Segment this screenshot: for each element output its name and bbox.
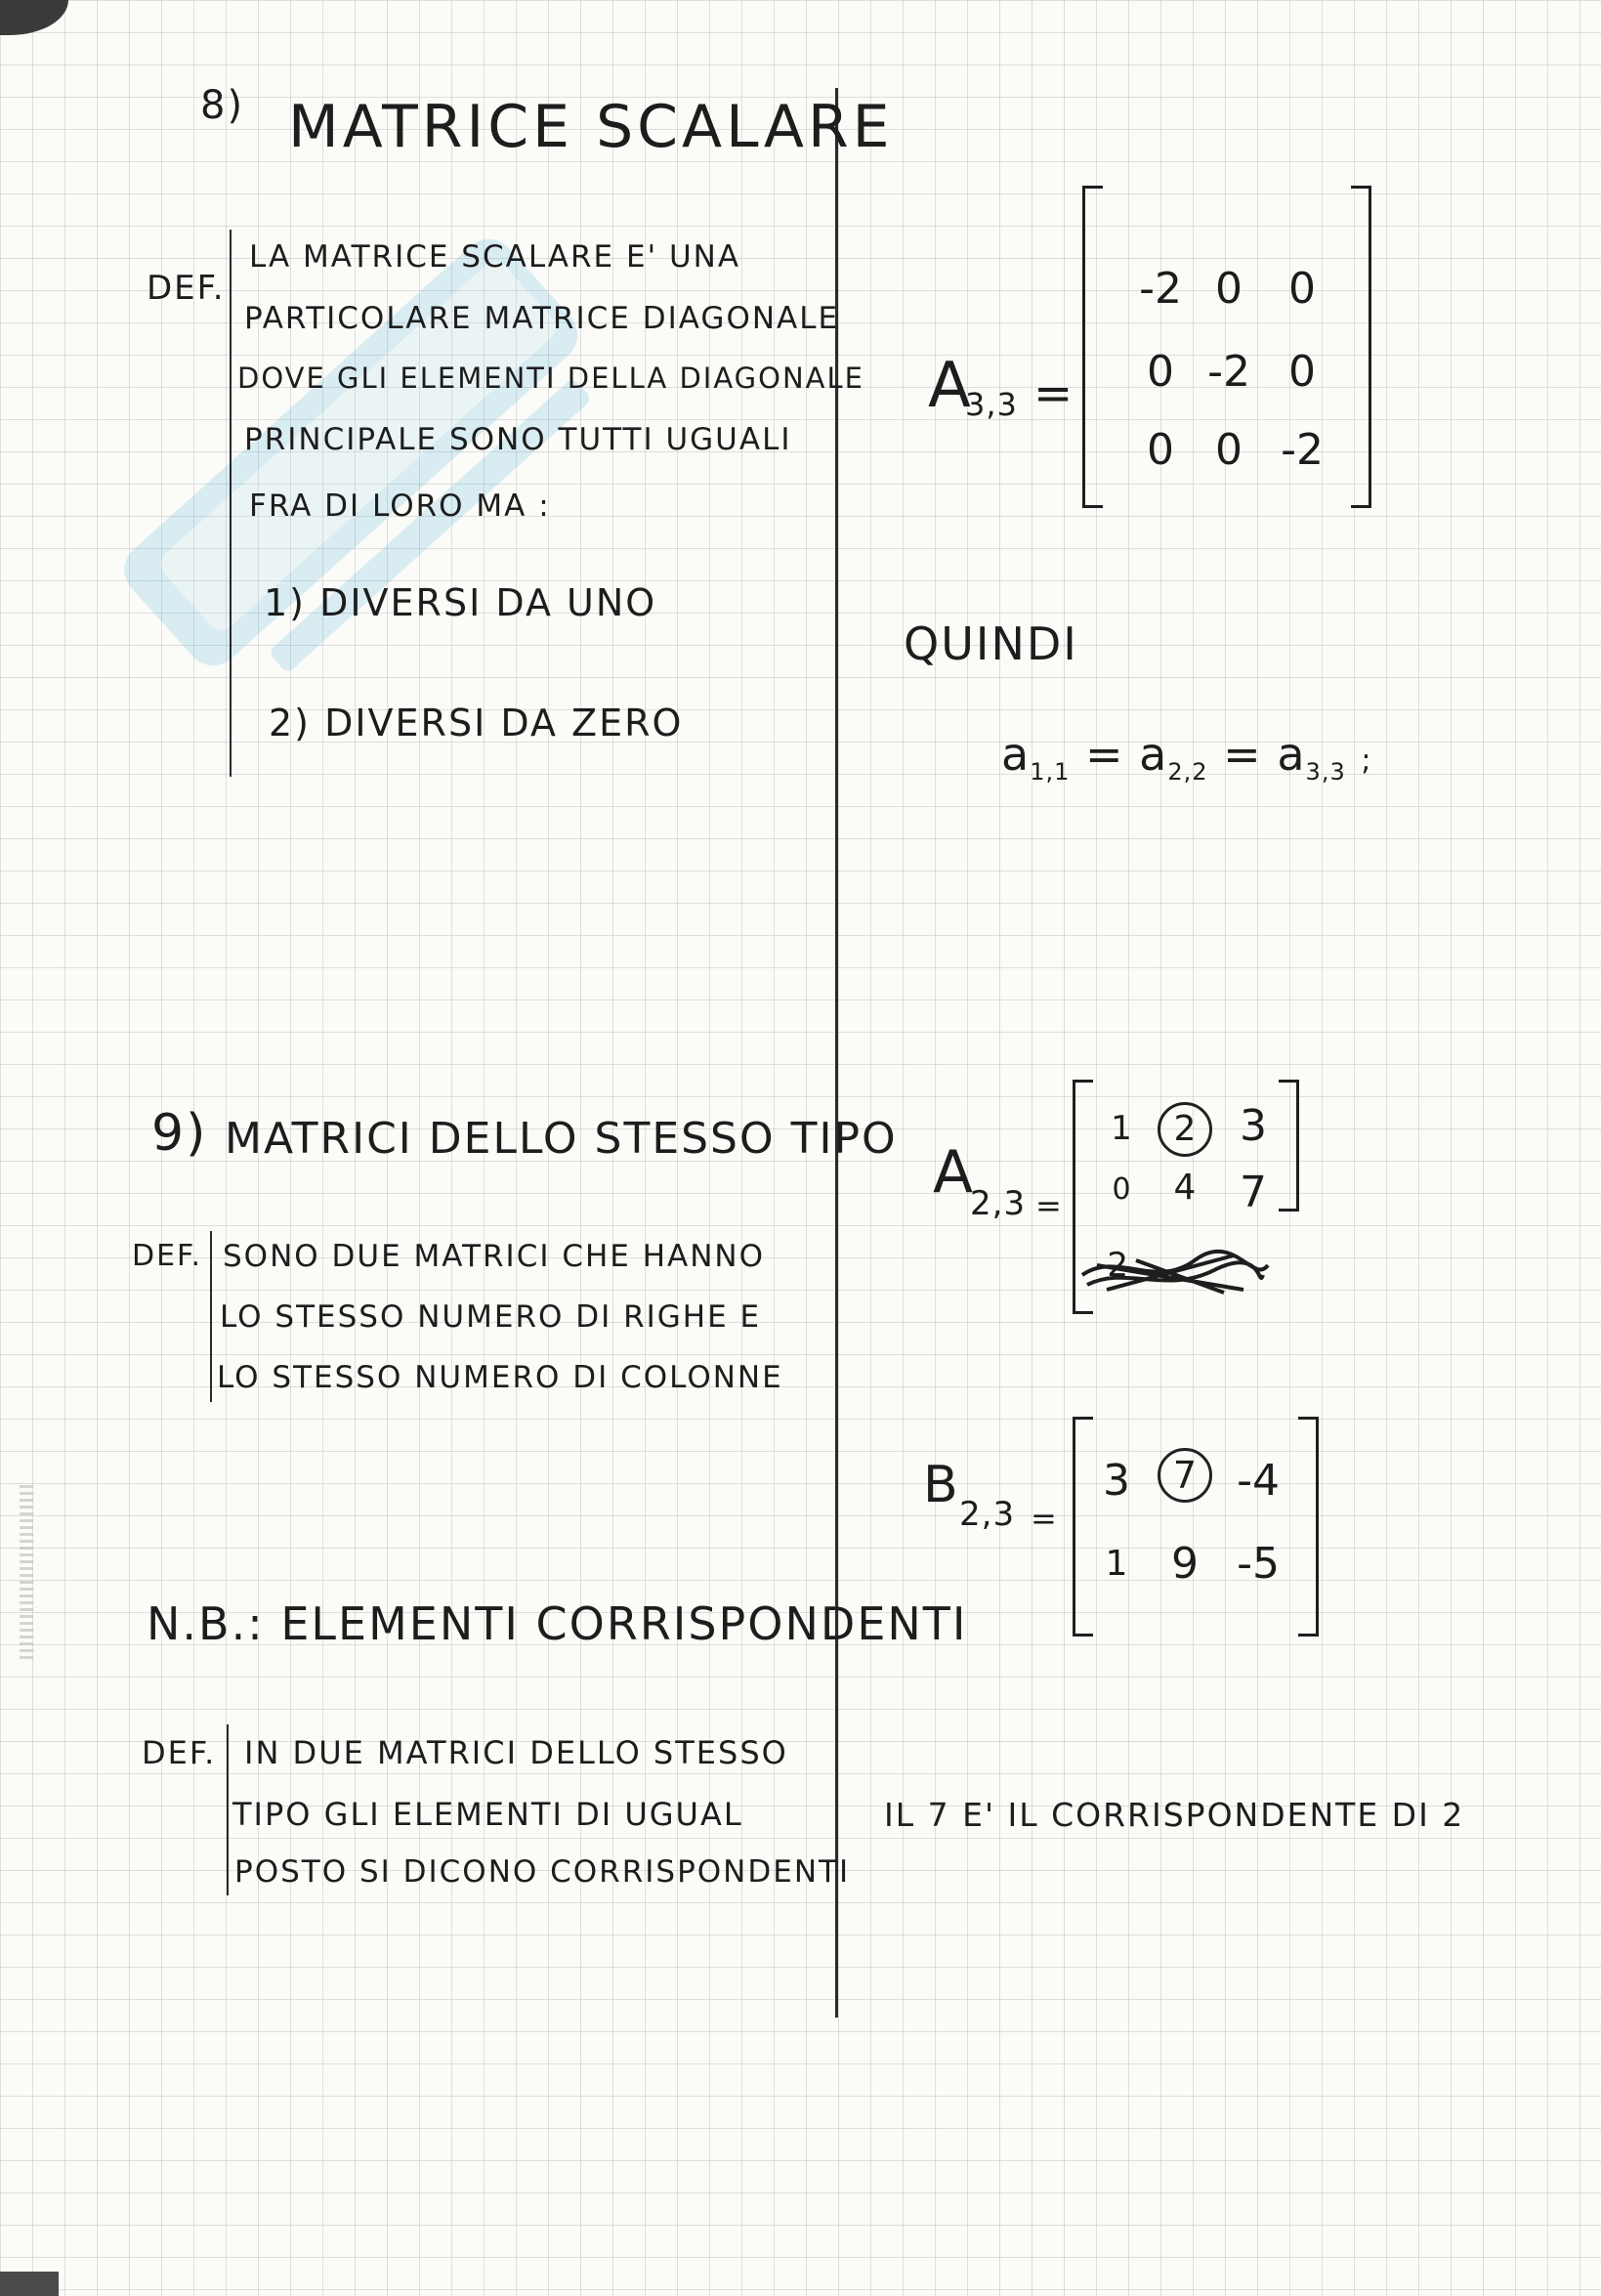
matrix-a23-cell-2-3: 7 bbox=[1240, 1168, 1267, 1217]
scan-corner-shadow bbox=[0, 0, 68, 35]
matrix-b23-circled-7: 7 bbox=[1158, 1448, 1212, 1503]
matrix-a23-scribble bbox=[1077, 1246, 1273, 1299]
scan-corner-shadow-bottom bbox=[0, 2272, 59, 2296]
matrix-b23-cell-2-2: 9 bbox=[1171, 1539, 1199, 1589]
matrix-b23-cell-2-1: 1 bbox=[1105, 1544, 1128, 1584]
matrix-a33-right-bracket bbox=[1351, 186, 1371, 508]
section-8-def-line-5: FRA DI LORO MA : bbox=[249, 489, 551, 524]
matrix-a33-cell-2-1: 0 bbox=[1147, 347, 1174, 397]
matrix-a23-circled-2: 2 bbox=[1158, 1102, 1212, 1157]
formula-sub-11: 1,1 bbox=[1030, 758, 1071, 787]
quindi-formula bbox=[1001, 728, 1371, 786]
matrix-a33-cell-3-1: 0 bbox=[1147, 425, 1174, 475]
section-9-def-label: DEF. bbox=[132, 1239, 203, 1273]
nb-def-bar bbox=[227, 1724, 229, 1895]
section-8-def-bar bbox=[230, 230, 232, 777]
matrix-a23-cell-1-1: 1 bbox=[1111, 1109, 1132, 1148]
nb-title: N.B.: ELEMENTI CORRISPONDENTI bbox=[147, 1597, 968, 1650]
section-9-def-line-1: SONO DUE MATRICI CHE HANNO bbox=[223, 1239, 766, 1274]
nb-def-line-2: TIPO GLI ELEMENTI DI UGUAL bbox=[232, 1796, 743, 1833]
formula-end: ; bbox=[1361, 744, 1372, 778]
formula-eq-2: = bbox=[1223, 728, 1262, 781]
matrix-a33-cell-3-2: 0 bbox=[1215, 425, 1243, 475]
nb-def-line-3: POSTO SI DICONO CORRISPONDENTI bbox=[234, 1854, 851, 1890]
formula-sub-22: 2,2 bbox=[1167, 758, 1208, 787]
condition-1: 1) DIVERSI DA UNO bbox=[264, 581, 657, 624]
nb-note: IL 7 E' IL CORRISPONDENTE DI 2 bbox=[884, 1796, 1465, 1834]
section-9-def-line-2: LO STESSO NUMERO DI RIGHE E bbox=[220, 1299, 762, 1335]
section-8-def-line-3: DOVE GLI ELEMENTI DELLA DIAGONALE bbox=[237, 361, 864, 395]
section-8-def-line-2: PARTICOLARE MATRICE DIAGONALE bbox=[244, 301, 840, 336]
formula-a33: a bbox=[1277, 728, 1306, 781]
quindi-word: QUINDI bbox=[904, 617, 1078, 670]
matrix-b23 bbox=[1073, 1417, 1319, 1637]
matrix-b23-cell-1-1: 3 bbox=[1103, 1456, 1130, 1506]
matrix-a33 bbox=[1082, 186, 1371, 508]
matrix-b23-subscript: 2,3 bbox=[959, 1495, 1016, 1534]
formula-eq-1: = bbox=[1085, 728, 1124, 781]
section-8-def-label: DEF. bbox=[147, 269, 226, 308]
section-8-def-line-4: PRINCIPALE SONO TUTTI UGUALI bbox=[244, 422, 792, 457]
matrix-b23-cell-1-2 bbox=[1146, 1448, 1224, 1503]
formula-a22: a bbox=[1139, 728, 1168, 781]
matrix-a33-cell-1-3: 0 bbox=[1288, 264, 1316, 314]
matrix-a33-subscript: 3,3 bbox=[965, 386, 1018, 423]
matrix-a33-cell-1-1: -2 bbox=[1139, 264, 1182, 314]
matrix-a33-cell-3-3: -2 bbox=[1281, 425, 1324, 475]
matrix-a23-cell-1-2 bbox=[1146, 1101, 1224, 1157]
formula-sub-33: 3,3 bbox=[1305, 758, 1346, 787]
section-9-title: MATRICI DELLO STESSO TIPO bbox=[225, 1114, 898, 1164]
matrix-b23-cell-2-3: -5 bbox=[1237, 1539, 1280, 1589]
matrix-a23-cell-2-1: 0 bbox=[1112, 1172, 1131, 1207]
formula-a11: a bbox=[1001, 728, 1031, 781]
matrix-b23-left-bracket bbox=[1073, 1417, 1093, 1637]
section-9-def-bar bbox=[210, 1231, 212, 1402]
condition-2: 2) DIVERSI DA ZERO bbox=[269, 702, 684, 744]
section-8-def-line-1: LA MATRICE SCALARE E' UNA bbox=[249, 239, 741, 275]
matrix-a33-cell-1-2: 0 bbox=[1215, 264, 1243, 314]
nb-def-line-1: IN DUE MATRICI DELLO STESSO bbox=[244, 1734, 788, 1771]
section-9-def-line-3: LO STESSO NUMERO DI COLONNE bbox=[217, 1360, 783, 1395]
matrix-b23-equals: = bbox=[1031, 1500, 1059, 1537]
matrix-a23 bbox=[1073, 1080, 1299, 1314]
matrix-a33-equals: = bbox=[1033, 366, 1075, 421]
matrix-a23-subscript: 2,3 bbox=[970, 1184, 1027, 1223]
matrix-a23-name: A bbox=[933, 1138, 976, 1207]
matrix-a33-cell-2-3: 0 bbox=[1288, 347, 1316, 397]
section-9-number: 9) bbox=[151, 1104, 208, 1163]
section-8-number: 8) bbox=[200, 83, 245, 128]
matrix-b23-name: B bbox=[923, 1456, 960, 1514]
matrix-a23-struck-value: -2 bbox=[1095, 1246, 1128, 1285]
matrix-a33-name: A bbox=[928, 350, 973, 422]
matrix-a33-cell-2-2: -2 bbox=[1207, 347, 1250, 397]
section-8-title: MATRICE SCALARE bbox=[288, 93, 894, 161]
matrix-b23-cell-1-3: -4 bbox=[1237, 1456, 1280, 1506]
matrix-a23-cell-1-3: 3 bbox=[1240, 1101, 1267, 1151]
matrix-a23-cell-2-2: 4 bbox=[1173, 1168, 1197, 1208]
nb-def-label: DEF. bbox=[142, 1734, 217, 1771]
matrix-b23-right-bracket bbox=[1298, 1417, 1319, 1637]
matrix-a33-left-bracket bbox=[1082, 186, 1103, 508]
matrix-a23-equals: = bbox=[1035, 1187, 1064, 1224]
binding-holes bbox=[20, 1485, 33, 1661]
